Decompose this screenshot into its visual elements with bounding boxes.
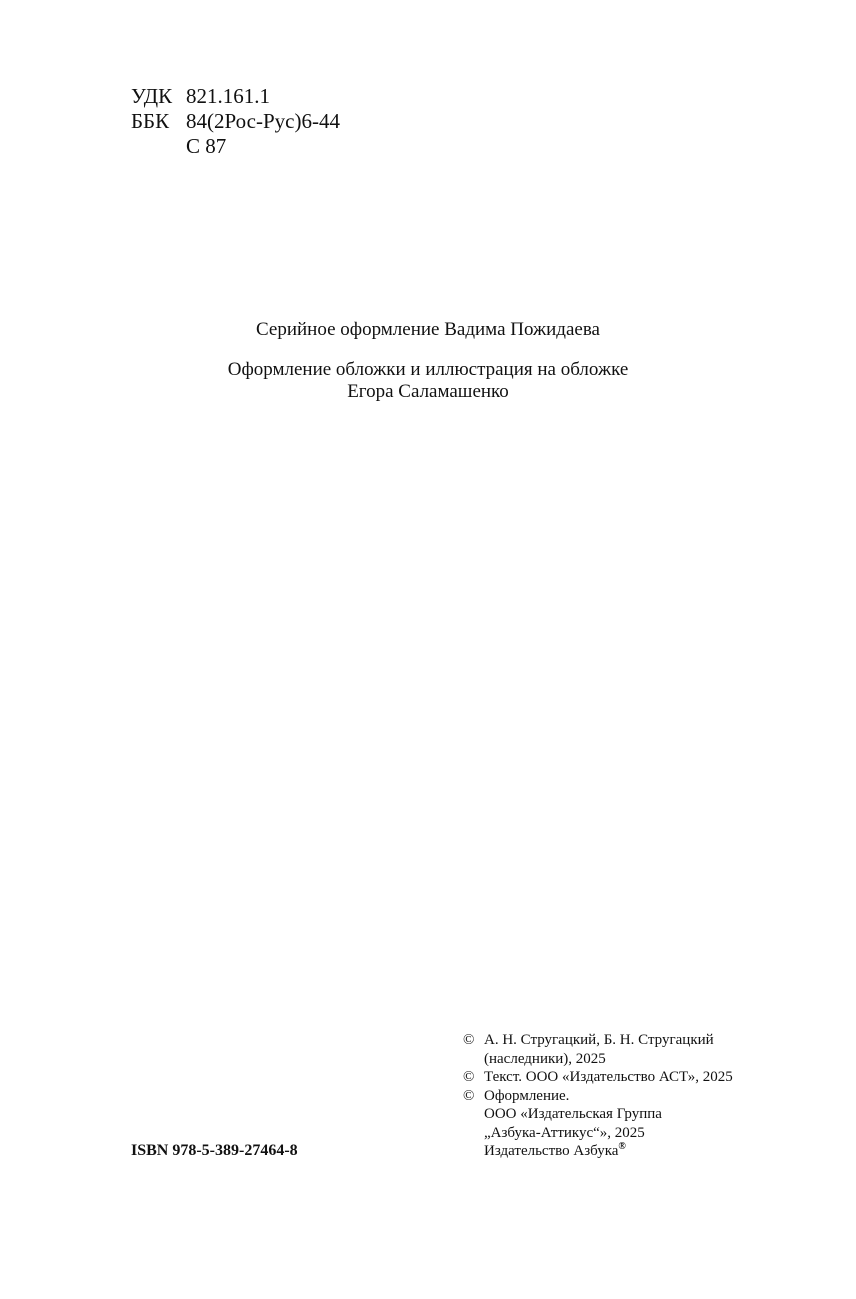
author-mark-spacer <box>131 134 186 159</box>
copyright-symbol: © <box>463 1069 475 1085</box>
bbk-label: ББК <box>131 109 170 133</box>
copyright-authors-line-2: (наследники), 2025 <box>484 1050 606 1067</box>
series-design-credit <box>0 319 856 341</box>
copyright-entry-authors <box>463 1031 733 1068</box>
copyright-design-line-2: ООО «Издательская Группа <box>484 1106 662 1122</box>
copyright-design-line-4: Издательство Азбука <box>484 1143 619 1159</box>
copyright-text-line-1: Текст. ООО «Издательство АСТ», 2025 <box>484 1069 733 1085</box>
udk-row <box>131 84 340 109</box>
copyright-entry-text <box>463 1068 733 1087</box>
copyright-design-line-1: Оформление. <box>484 1087 570 1104</box>
udk-value: 821.161.1 <box>186 84 270 108</box>
author-mark: С 87 <box>186 134 227 158</box>
bbk-row <box>131 109 340 134</box>
registered-trademark-mark: ® <box>618 1141 626 1152</box>
cover-design-line-1: Оформление обложки и иллюстрация на обложке <box>227 359 629 380</box>
cover-design-line-2: Егора Саламашенко <box>347 381 509 402</box>
copyright-block <box>463 1031 733 1161</box>
classification-block <box>131 84 340 159</box>
bbk-value: 84(2Рос-Рус)6-44 <box>186 109 340 133</box>
series-design-text: Серийное оформление Вадима Пожидаева <box>256 319 600 340</box>
copyright-symbol: © <box>463 1032 475 1048</box>
isbn: ISBN 978-5-389-27464-8 <box>131 1142 298 1159</box>
copyright-symbol: © <box>463 1087 475 1104</box>
copyright-authors-line-1: А. Н. Стругацкий, Б. Н. Стругацкий <box>484 1032 714 1048</box>
copyright-design-line-3: „Азбука-Аттикус“», 2025 <box>484 1124 645 1141</box>
author-mark-row <box>131 134 340 159</box>
udk-label: УДК <box>131 84 173 108</box>
cover-design-credit <box>0 359 856 403</box>
copyright-entry-design <box>463 1087 733 1161</box>
